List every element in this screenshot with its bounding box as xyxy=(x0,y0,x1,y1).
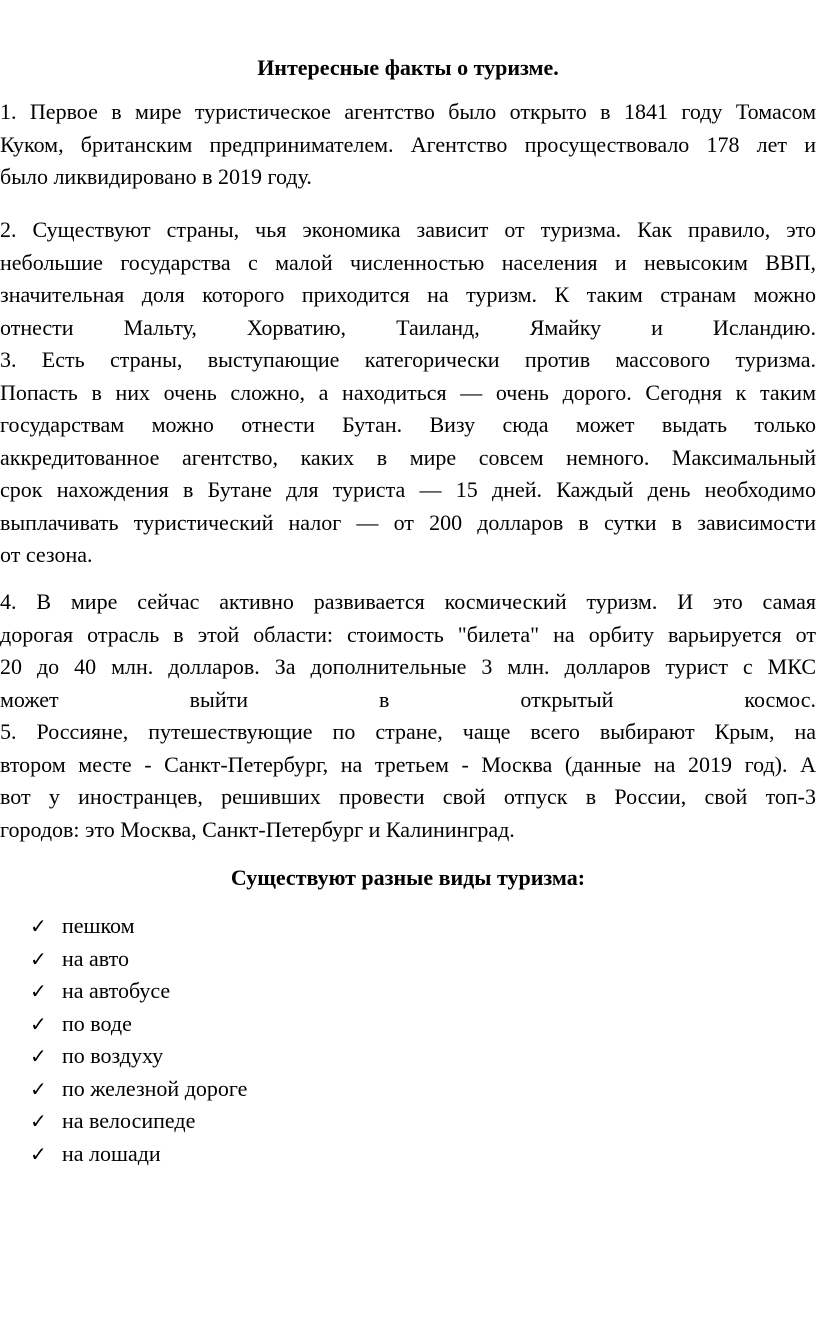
paragraph-line: аккредитованное агентство, каких в мире совсем немного. Максимальный xyxy=(0,444,816,470)
checkmark-icon: ✓ xyxy=(30,1109,47,1133)
list-item-label: пешком xyxy=(62,913,135,938)
checkmark-icon: ✓ xyxy=(30,979,47,1003)
list-item xyxy=(30,975,247,1008)
paragraph-line: значительная доля которого приходится на туризм. К таким странам можно xyxy=(0,282,816,307)
fact-paragraph-4-5 xyxy=(0,586,816,846)
paragraph-line: 20 до 40 млн. долларов. За дополнительные 3 млн. долларов турист с МКС xyxy=(0,654,816,679)
list-item-label: по железной дороге xyxy=(62,1075,248,1101)
checkmark-icon: ✓ xyxy=(30,1141,47,1166)
paragraph-line: срок нахождения в Бутане для туриста — 15 дней. Каждый день необходимо xyxy=(0,477,816,502)
fact-paragraph-2-3 xyxy=(0,214,816,572)
paragraph-line: отнести Мальту, Хорватию, Таиланд, Ямайку и Исландию. xyxy=(0,314,816,340)
section-subtitle: Существуют разные виды туризма: xyxy=(230,865,586,890)
paragraph-line: Куком, британским предпринимателем. Агентство просуществовало 178 лет и xyxy=(0,131,816,157)
paragraph-line: 2. Существуют страны, чья экономика зависит от туризма. Как правило, это xyxy=(0,217,816,242)
list-item-label: по воздуху xyxy=(62,1043,164,1068)
list-item xyxy=(30,1138,247,1171)
list-item xyxy=(30,943,247,976)
paragraph-line: государствам можно отнести Бутан. Визу сюда может выдать только xyxy=(0,412,816,437)
checkmark-icon: ✓ xyxy=(30,914,47,938)
paragraph-line: дорогая отрасль в этой области: стоимость "билета" на орбиту варьируется от xyxy=(0,621,816,647)
paragraph-line: может выйти в открытый космос. xyxy=(0,686,816,712)
paragraph-line: 3. Есть страны, выступающие категорически против массового туризма. xyxy=(0,347,816,372)
paragraph-line: вот у иностранцев, решивших провести свой отпуск в России, свой топ-3 xyxy=(0,784,816,809)
list-item xyxy=(30,1040,247,1073)
checkmark-icon: ✓ xyxy=(30,946,47,971)
paragraph-line: 4. В мире сейчас активно развивается космический туризм. И это самая xyxy=(0,589,816,614)
list-item xyxy=(30,1105,247,1138)
checkmark-icon: ✓ xyxy=(30,1011,47,1036)
paragraph-line: 5. Россияне, путешествующие по стране, чаще всего выбирают Крым, на xyxy=(0,719,816,744)
list-item-label: по воде xyxy=(62,1010,132,1036)
checkmark-icon: ✓ xyxy=(30,1076,47,1101)
paragraph-line: от сезона. xyxy=(0,542,93,567)
list-item xyxy=(30,1008,247,1041)
list-item-label: на автобусе xyxy=(62,978,171,1003)
list-item xyxy=(30,910,247,943)
list-item-label: на лошади xyxy=(62,1140,161,1166)
tourism-types-list xyxy=(30,910,247,1170)
list-item-label: на авто xyxy=(62,945,129,971)
document-title: Интересные факты о туризме. xyxy=(257,55,559,80)
paragraph-line: выплачивать туристический налог — от 200 долларов в сутки в зависимости xyxy=(0,509,816,535)
fact-paragraph-1 xyxy=(0,96,816,194)
checkmark-icon: ✓ xyxy=(30,1044,47,1068)
list-item-label: на велосипеде xyxy=(62,1108,196,1133)
paragraph-line: небольшие государства с малой численностью населения и невысоким ВВП, xyxy=(0,249,816,275)
paragraph-line: Попасть в них очень сложно, а находиться — очень дорого. Сегодня к таким xyxy=(0,379,816,405)
paragraph-line: было ликвидировано в 2019 году. xyxy=(0,164,312,189)
list-item xyxy=(30,1073,247,1106)
paragraph-line: втором месте - Санкт-Петербург, на третьем - Москва (данные на 2019 год). А xyxy=(0,751,816,777)
paragraph-line: 1. Первое в мире туристическое агентство было открыто в 1841 году Томасом xyxy=(0,99,816,124)
paragraph-line: городов: это Москва, Санкт-Петербург и Калининград. xyxy=(0,816,515,842)
